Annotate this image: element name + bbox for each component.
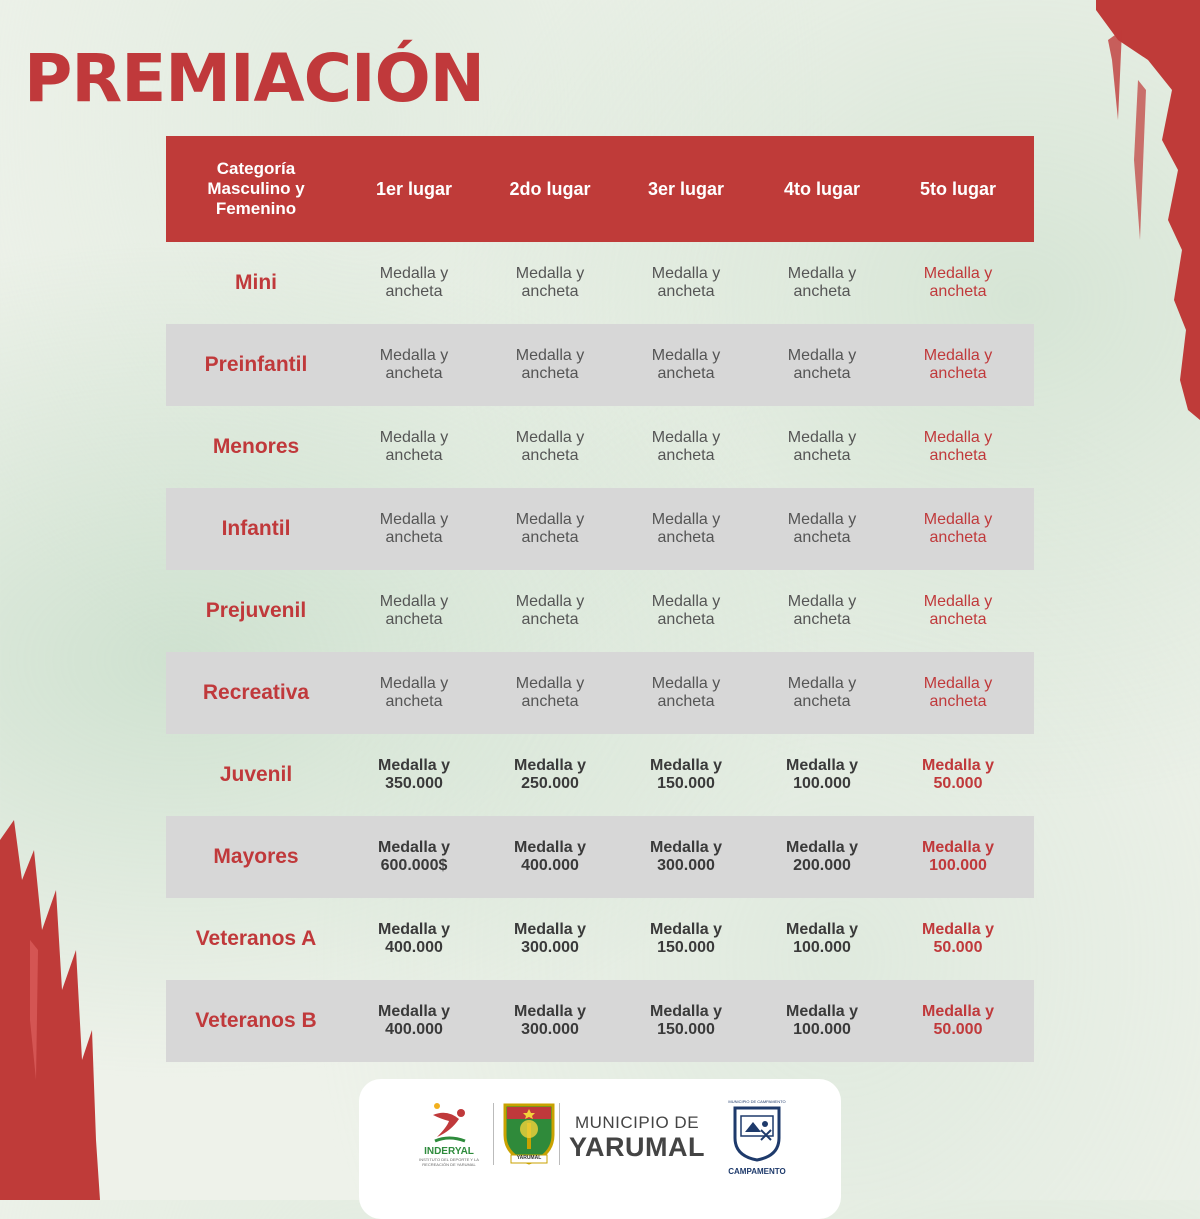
prize-cell: Medalla y ancheta xyxy=(787,429,857,464)
table-header xyxy=(166,136,1034,242)
prize-cell: Medalla y ancheta xyxy=(379,429,449,464)
prize-cell: Medalla y ancheta xyxy=(923,429,993,464)
municipio-logo xyxy=(569,1113,705,1161)
prize-cell: Medalla y 100.000 xyxy=(921,839,995,874)
inderyal-name: INDERYAL xyxy=(424,1146,474,1157)
prize-cell: Medalla y ancheta xyxy=(787,347,857,382)
prize-cell: Medalla y ancheta xyxy=(651,265,721,300)
sponsor-footer xyxy=(359,1079,841,1219)
prize-cell: Medalla y ancheta xyxy=(379,347,449,382)
table-row xyxy=(166,324,1034,406)
table-row xyxy=(166,242,1034,324)
table-row xyxy=(166,570,1034,652)
red-brush-stroke-top-right xyxy=(1088,0,1200,420)
prize-cell: Medalla y ancheta xyxy=(651,511,721,546)
inderyal-logo xyxy=(419,1101,479,1167)
prize-cell: Medalla y 150.000 xyxy=(649,921,723,956)
category-label: Juvenil xyxy=(219,763,293,786)
prize-cell: Medalla y 350.000 xyxy=(377,757,451,792)
header-3rd: 3er lugar xyxy=(647,178,725,199)
header-1st: 1er lugar xyxy=(375,178,453,199)
prize-cell: Medalla y ancheta xyxy=(379,265,449,300)
category-label: Mayores xyxy=(213,845,299,868)
prize-cell: Medalla y 400.000 xyxy=(513,839,587,874)
prize-cell: Medalla y ancheta xyxy=(515,593,585,628)
prize-cell: Medalla y 50.000 xyxy=(921,1003,995,1038)
prize-cell: Medalla y ancheta xyxy=(515,511,585,546)
prize-cell: Medalla y 300.000 xyxy=(513,921,587,956)
prize-cell: Medalla y ancheta xyxy=(379,511,449,546)
red-brush-stroke-bottom-left xyxy=(0,820,100,1200)
table-row xyxy=(166,406,1034,488)
prize-cell: Medalla y 100.000 xyxy=(785,1003,859,1038)
category-label: Infantil xyxy=(221,517,291,540)
prize-cell: Medalla y 50.000 xyxy=(921,921,995,956)
category-label: Recreativa xyxy=(202,681,310,704)
prize-cell: Medalla y 100.000 xyxy=(785,921,859,956)
prize-cell: Medalla y ancheta xyxy=(923,593,993,628)
municipio-line1: MUNICIPIO DE xyxy=(574,1113,700,1132)
prize-cell: Medalla y ancheta xyxy=(651,347,721,382)
campamento-shield-icon xyxy=(731,1104,783,1162)
header-5th: 5to lugar xyxy=(919,178,996,199)
prize-cell: Medalla y ancheta xyxy=(651,675,721,710)
prize-cell: Medalla y ancheta xyxy=(787,675,857,710)
yarumal-shield-logo xyxy=(501,1101,557,1170)
prize-cell: Medalla y ancheta xyxy=(923,675,993,710)
prize-cell: Medalla y 50.000 xyxy=(921,757,995,792)
table-row xyxy=(166,488,1034,570)
prize-cell: Medalla y 300.000 xyxy=(513,1003,587,1038)
municipio-line2: YARUMAL xyxy=(569,1132,706,1162)
category-label: Veteranos A xyxy=(195,927,317,950)
inderyal-athlete-icon xyxy=(427,1101,471,1145)
category-label: Menores xyxy=(212,435,300,458)
table-row xyxy=(166,734,1034,816)
prize-cell: Medalla y 250.000 xyxy=(513,757,587,792)
prize-cell: Medalla y ancheta xyxy=(923,265,993,300)
prize-cell: Medalla y ancheta xyxy=(379,675,449,710)
prize-cell: Medalla y ancheta xyxy=(515,429,585,464)
prize-cell: Medalla y ancheta xyxy=(515,265,585,300)
prize-cell: Medalla y 400.000 xyxy=(377,921,451,956)
prize-cell: Medalla y 200.000 xyxy=(785,839,859,874)
prize-cell: Medalla y ancheta xyxy=(515,675,585,710)
header-4th: 4to lugar xyxy=(783,178,860,199)
awards-table xyxy=(166,136,1034,1062)
category-label: Veteranos B xyxy=(195,1009,317,1032)
campamento-name: CAMPAMENTO xyxy=(728,1167,786,1176)
table-row xyxy=(166,816,1034,898)
table-row xyxy=(166,898,1034,980)
prize-cell: Medalla y ancheta xyxy=(787,511,857,546)
prize-cell: Medalla y ancheta xyxy=(651,429,721,464)
prize-cell: Medalla y 300.000 xyxy=(649,839,723,874)
prize-cell: Medalla y ancheta xyxy=(379,593,449,628)
prize-cell: Medalla y 100.000 xyxy=(785,757,859,792)
prize-cell: Medalla y 400.000 xyxy=(377,1003,451,1038)
prize-cell: Medalla y ancheta xyxy=(651,593,721,628)
table-row xyxy=(166,652,1034,734)
divider xyxy=(493,1103,494,1165)
category-label: Preinfantil xyxy=(204,353,308,376)
divider xyxy=(559,1103,560,1165)
prize-cell: Medalla y 150.000 xyxy=(649,757,723,792)
table-row xyxy=(166,980,1034,1062)
prize-cell: Medalla y ancheta xyxy=(923,511,993,546)
prize-cell: Medalla y 150.000 xyxy=(649,1003,723,1038)
inderyal-subtitle: INSTITUTO DEL DEPORTE Y LA RECREACIÓN DE YARUMAL xyxy=(419,1157,479,1167)
prize-cell: Medalla y ancheta xyxy=(515,347,585,382)
header-2nd: 2do lugar xyxy=(509,178,591,199)
page-title: PREMIACIÓN xyxy=(24,40,484,117)
prize-cell: Medalla y ancheta xyxy=(787,265,857,300)
header-category: Categoría Masculino y Femenino xyxy=(207,159,305,218)
prize-cell: Medalla y 600.000$ xyxy=(377,839,451,874)
shield-label: YARUMAL xyxy=(516,1155,542,1161)
campamento-logo xyxy=(727,1099,787,1176)
prize-cell: Medalla y ancheta xyxy=(923,347,993,382)
category-label: Mini xyxy=(235,271,277,294)
campamento-top-text: MUNICIPIO DE CAMPAMENTO xyxy=(728,1099,786,1104)
category-label: Prejuvenil xyxy=(205,599,307,622)
prize-cell: Medalla y ancheta xyxy=(787,593,857,628)
